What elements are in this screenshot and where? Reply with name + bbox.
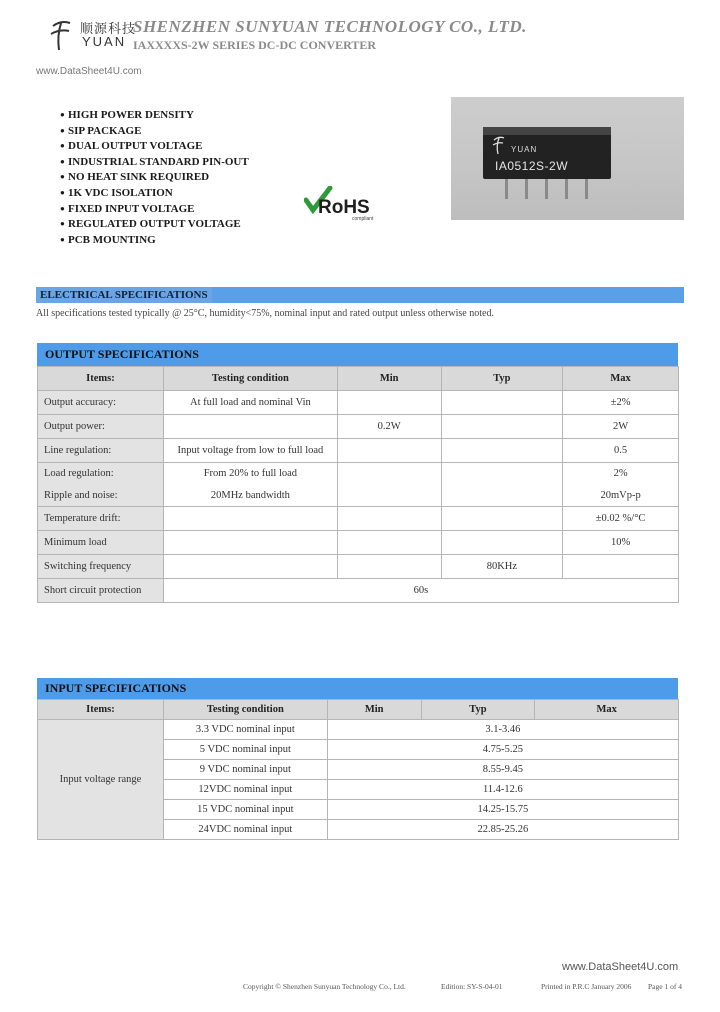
footer-page: Page 1 of 4 [648,982,682,991]
logo-chinese-text: 顺源科技 [80,22,137,37]
header-typ: Typ [421,700,535,720]
feature-item: ● PCB MOUNTING [60,233,156,246]
header-testing-condition: Testing condition [163,367,337,391]
module-pin [525,179,528,199]
watermark-top[interactable]: www.DataSheet4U.com [36,66,142,77]
module-pin [565,179,568,199]
table-row: 5 VDC nominal input 4.75-5.25 [38,740,679,760]
bullet-icon: ● [60,203,65,213]
feature-item: ● FIXED INPUT VOLTAGE [60,202,195,215]
electrical-spec-note: All specifications tested typically @ 25°C, humidity<75%, nominal input and rated output unless otherwise noted. [36,308,494,319]
bullet-icon: ● [60,156,65,166]
table-row: Minimum load 10% [38,531,679,555]
bullet-icon: ● [60,125,65,135]
feature-item: ● REGULATED OUTPUT VOLTAGE [60,218,241,231]
output-spec-title: OUTPUT SPECIFICATIONS [37,343,678,366]
module-pin [505,179,508,199]
rohs-logo-icon [304,186,396,222]
company-logo-icon [48,18,74,52]
table-row: Line regulation: Input voltage from low to full load 0.5 [38,439,679,463]
input-voltage-range-label: Input voltage range [38,720,164,840]
watermark-bottom[interactable]: www.DataSheet4U.com [562,961,679,973]
product-photo [451,97,684,220]
table-row: Output accuracy: At full load and nominal Vin ±2% [38,391,679,415]
output-spec-table [37,366,679,603]
bullet-icon: ● [60,234,65,244]
feature-item: ● 1K VDC ISOLATION [60,186,173,199]
header-items: Items: [38,700,164,720]
table-row: Output power: 0.2W 2W [38,415,679,439]
electrical-spec-title: ELECTRICAL SPECIFICATIONS [36,287,212,303]
header-max: Max [535,700,679,720]
table-row-short-circuit: Short circuit protection 60s [38,579,679,603]
module-pin [545,179,548,199]
series-title: IAXXXXS-2W SERIES DC-DC CONVERTER [133,38,377,52]
feature-list [60,107,249,247]
bullet-icon: ● [60,172,65,182]
module-pin [585,179,588,199]
bullet-icon: ● [60,187,65,197]
input-spec-table [37,699,679,840]
feature-item: ● NO HEAT SINK REQUIRED [60,171,210,184]
feature-item: ● SIP PACKAGE [60,124,142,137]
footer-copyright: Copyright © Shenzhen Sunyuan Technology Co., Ltd. [243,982,406,991]
module-brand: YUAN [511,145,538,154]
module-logo-icon [491,135,507,155]
header-items: Items: [38,367,164,391]
table-row: 24VDC nominal input 22.85-25.26 [38,820,679,840]
table-row: Load regulation: From 20% to full load 2% [38,463,679,485]
feature-item: ● HIGH POWER DENSITY [60,109,194,121]
header-typ: Typ [441,367,563,391]
logo-english-text: YUAN [82,34,127,49]
rohs-label: RoHS [318,197,370,218]
header-testing-condition: Testing condition [163,700,327,720]
bullet-icon: ● [60,141,65,151]
table-row: Ripple and noise: 20MHz bandwidth 20mVp-p [38,485,679,507]
header-max: Max [563,367,679,391]
table-header-row [38,367,679,391]
header-min: Min [327,700,421,720]
feature-item: ● DUAL OUTPUT VOLTAGE [60,140,203,153]
table-row: 12VDC nominal input 11.4-12.6 [38,780,679,800]
rohs-sub: compliant [352,216,374,222]
table-row: Temperature drift: ±0.02 %/°C [38,507,679,531]
bullet-icon: ● [60,110,65,119]
table-header-row [38,700,679,720]
table-row: Switching frequency 80KHz [38,555,679,579]
feature-item: ● INDUSTRIAL STANDARD PIN-OUT [60,155,249,168]
bullet-icon: ● [60,219,65,229]
input-spec-title: INPUT SPECIFICATIONS [37,678,678,699]
company-name: SHENZHEN SUNYUAN TECHNOLOGY CO., LTD. [133,17,527,36]
module-model: IA0512S-2W [495,159,569,173]
footer-printed: Printed in P.R.C January 2006 [541,982,632,991]
table-row: 9 VDC nominal input 8.55-9.45 [38,760,679,780]
table-row: 15 VDC nominal input 14.25-15.75 [38,800,679,820]
footer-edition: Edition: SY-S-04-01 [441,982,503,991]
header-min: Min [337,367,441,391]
table-row: Input voltage range 3.3 VDC nominal input 3.1-3.46 [38,720,679,740]
